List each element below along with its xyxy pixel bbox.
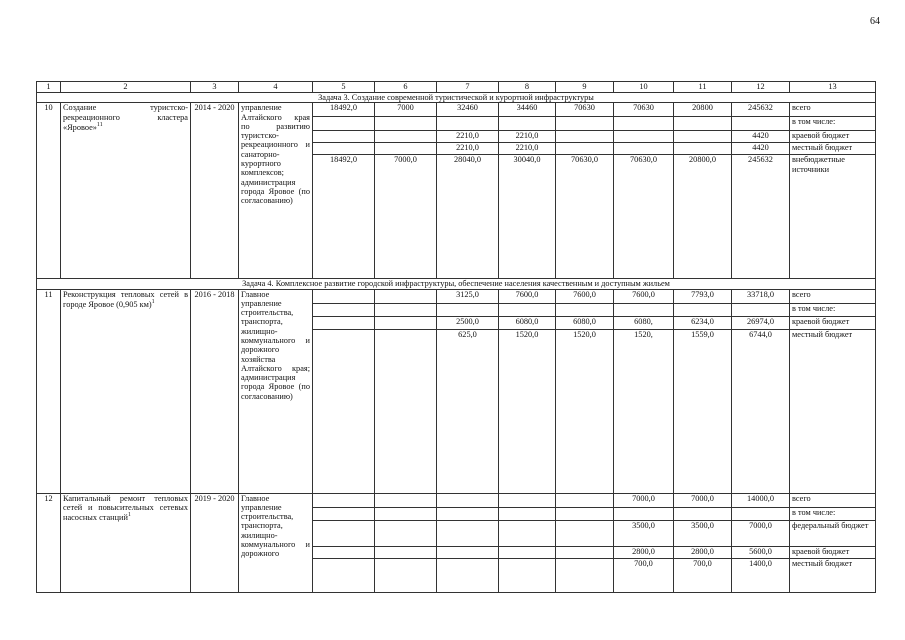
value-cell (313, 131, 375, 143)
header-cell: 2 (61, 82, 191, 93)
value-cell (674, 303, 732, 316)
value-cell (499, 493, 556, 507)
section-header-row (37, 93, 876, 103)
funding-source: краевой бюджет (790, 316, 876, 329)
value-cell: 2210,0 (499, 131, 556, 143)
value-cell: 625,0 (437, 329, 499, 493)
row-number: 10 (37, 103, 61, 279)
value-cell (732, 507, 790, 520)
value-cell: 3500,0 (674, 520, 732, 546)
page-number: 64 (870, 16, 880, 27)
value-cell (614, 131, 674, 143)
value-cell (437, 558, 499, 592)
value-cell (437, 546, 499, 558)
funding-source: всего (790, 103, 876, 117)
funding-source: краевой бюджет (790, 131, 876, 143)
value-cell (313, 329, 375, 493)
executor: Главное управление строительства, транспорта, жилищно-коммунального и дорожного хозяйства Алтайского края; администрация города Яровое (по согласованию) (239, 289, 313, 493)
header-cell: 5 (313, 82, 375, 93)
period: 2019 - 2020 (191, 493, 239, 592)
budget-table (36, 81, 876, 593)
value-cell (375, 303, 437, 316)
value-cell: 32460 (437, 103, 499, 117)
value-cell: 6744,0 (732, 329, 790, 493)
value-cell (375, 520, 437, 546)
value-cell: 70630,0 (556, 155, 614, 279)
value-cell: 6080,0 (556, 316, 614, 329)
value-cell: 1400,0 (732, 558, 790, 592)
section3-title: Задача 3. Создание современной туристической и курортной инфраструктуры (37, 93, 876, 103)
value-cell: 1520,0 (499, 329, 556, 493)
row-number: 11 (37, 289, 61, 493)
value-cell: 70630,0 (614, 155, 674, 279)
value-cell (437, 117, 499, 131)
table-row (37, 103, 876, 117)
funding-source: в том числе: (790, 117, 876, 131)
value-cell (614, 303, 674, 316)
value-cell (614, 117, 674, 131)
value-cell (375, 329, 437, 493)
value-cell: 4420 (732, 143, 790, 155)
value-cell (313, 507, 375, 520)
value-cell (499, 507, 556, 520)
value-cell (375, 117, 437, 131)
value-cell (674, 117, 732, 131)
value-cell (313, 493, 375, 507)
funding-source: внебюджетные источники (790, 155, 876, 279)
value-cell (499, 303, 556, 316)
value-cell: 34460 (499, 103, 556, 117)
value-cell (375, 143, 437, 155)
value-cell (556, 303, 614, 316)
value-cell (375, 546, 437, 558)
value-cell (313, 303, 375, 316)
value-cell: 26974,0 (732, 316, 790, 329)
value-cell (375, 493, 437, 507)
value-cell (313, 546, 375, 558)
value-cell (614, 143, 674, 155)
header-cell: 1 (37, 82, 61, 93)
value-cell (556, 131, 614, 143)
value-cell: 2800,0 (674, 546, 732, 558)
funding-source: местный бюджет (790, 143, 876, 155)
value-cell (375, 507, 437, 520)
header-cell: 3 (191, 82, 239, 93)
value-cell (437, 303, 499, 316)
value-cell: 2210,0 (437, 143, 499, 155)
value-cell (313, 558, 375, 592)
funding-source: местный бюджет (790, 329, 876, 493)
table-row (37, 493, 876, 507)
value-cell: 28040,0 (437, 155, 499, 279)
measure-name: Капитальный ремонт тепловых сетей и повысительных сетевых насосных станций$^1$ (61, 493, 191, 592)
value-cell: 7600,0 (556, 289, 614, 303)
funding-source: в том числе: (790, 303, 876, 316)
value-cell (437, 507, 499, 520)
value-cell: 2210,0 (499, 143, 556, 155)
value-cell: 5600,0 (732, 546, 790, 558)
value-cell: 700,0 (674, 558, 732, 592)
value-cell (556, 546, 614, 558)
value-cell (674, 131, 732, 143)
value-cell (674, 507, 732, 520)
section4-title: Задача 4. Комплексное развитие городской инфраструктуры, обеспечение населения качественным и доступным жильем (37, 279, 876, 289)
value-cell: 7000,0 (614, 493, 674, 507)
measure-name: Создание туристско-рекреационного кластера «Яровое»$^{11}$ (61, 103, 191, 279)
value-cell: 7600,0 (614, 289, 674, 303)
funding-source: федеральный бюджет (790, 520, 876, 546)
period: 2014 - 2020 (191, 103, 239, 279)
value-cell: 245632 (732, 103, 790, 117)
measure-name: Реконструкция тепловых сетей в городе Яровое (0,905 км)$^1$ (61, 289, 191, 493)
value-cell: 7000,0 (732, 520, 790, 546)
value-cell (614, 507, 674, 520)
header-cell: 6 (375, 82, 437, 93)
value-cell (437, 493, 499, 507)
value-cell: 2210,0 (437, 131, 499, 143)
header-cell: 13 (790, 82, 876, 93)
value-cell: 2500,0 (437, 316, 499, 329)
value-cell (499, 520, 556, 546)
value-cell (499, 546, 556, 558)
header-cell: 10 (614, 82, 674, 93)
value-cell (499, 117, 556, 131)
value-cell: 1520, (614, 329, 674, 493)
funding-source: всего (790, 493, 876, 507)
value-cell (674, 143, 732, 155)
table-row (37, 289, 876, 303)
value-cell (437, 520, 499, 546)
value-cell: 20800 (674, 103, 732, 117)
value-cell: 6080, (614, 316, 674, 329)
value-cell: 1520,0 (556, 329, 614, 493)
value-cell: 18492,0 (313, 103, 375, 117)
value-cell: 18492,0 (313, 155, 375, 279)
value-cell: 14000,0 (732, 493, 790, 507)
value-cell: 2800,0 (614, 546, 674, 558)
period: 2016 - 2018 (191, 289, 239, 493)
column-number-row (37, 82, 876, 93)
value-cell: 7000 (375, 103, 437, 117)
value-cell: 4420 (732, 131, 790, 143)
value-cell: 7793,0 (674, 289, 732, 303)
value-cell: 245632 (732, 155, 790, 279)
value-cell: 70630 (556, 103, 614, 117)
value-cell (499, 558, 556, 592)
value-cell: 6080,0 (499, 316, 556, 329)
executor: Главное управление строительства, транспорта, жилищно-коммунального и дорожного (239, 493, 313, 592)
value-cell (556, 520, 614, 546)
value-cell (313, 289, 375, 303)
value-cell: 3125,0 (437, 289, 499, 303)
header-cell: 4 (239, 82, 313, 93)
funding-source: краевой бюджет (790, 546, 876, 558)
value-cell: 6234,0 (674, 316, 732, 329)
value-cell (375, 558, 437, 592)
value-cell: 70630 (614, 103, 674, 117)
value-cell: 1559,0 (674, 329, 732, 493)
value-cell (556, 493, 614, 507)
value-cell (556, 143, 614, 155)
funding-source: местный бюджет (790, 558, 876, 592)
value-cell (556, 507, 614, 520)
value-cell: 700,0 (614, 558, 674, 592)
value-cell (732, 303, 790, 316)
section-header-row (37, 279, 876, 289)
header-cell: 9 (556, 82, 614, 93)
value-cell (375, 131, 437, 143)
row-number: 12 (37, 493, 61, 592)
value-cell (375, 289, 437, 303)
value-cell: 33718,0 (732, 289, 790, 303)
value-cell: 3500,0 (614, 520, 674, 546)
value-cell (375, 316, 437, 329)
value-cell (313, 117, 375, 131)
header-cell: 8 (499, 82, 556, 93)
value-cell: 20800,0 (674, 155, 732, 279)
value-cell: 30040,0 (499, 155, 556, 279)
funding-source: всего (790, 289, 876, 303)
value-cell: 7000,0 (375, 155, 437, 279)
value-cell (556, 117, 614, 131)
funding-source: в том числе: (790, 507, 876, 520)
value-cell: 7000,0 (674, 493, 732, 507)
value-cell (313, 143, 375, 155)
executor: управление Алтайского края по развитию туристско-рекреационного и санаторно-курортного комплексов; администрация города Яровое (по согласованию) (239, 103, 313, 279)
value-cell (313, 520, 375, 546)
value-cell (313, 316, 375, 329)
value-cell (556, 558, 614, 592)
header-cell: 11 (674, 82, 732, 93)
header-cell: 12 (732, 82, 790, 93)
value-cell (732, 117, 790, 131)
header-cell: 7 (437, 82, 499, 93)
value-cell: 7600,0 (499, 289, 556, 303)
